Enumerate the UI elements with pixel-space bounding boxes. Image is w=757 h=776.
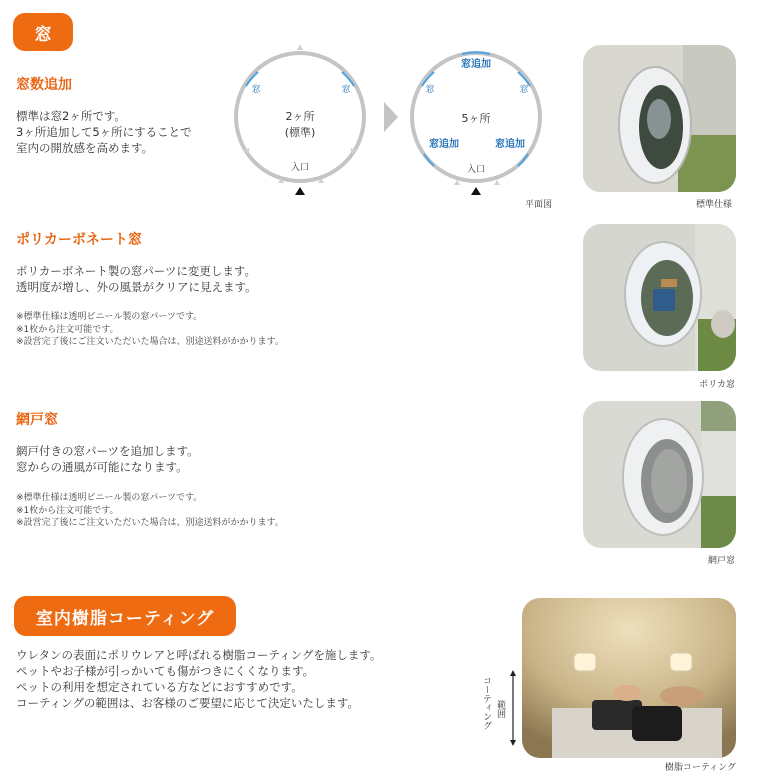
- floor-plan-diagram: [228, 40, 558, 210]
- resin-coating-illustration: [522, 598, 736, 758]
- screen-window-illustration: [583, 401, 736, 548]
- photo-polycarbonate-window: [583, 224, 736, 371]
- floor-plan-caption: 平面図: [524, 200, 552, 210]
- right-entrance-label: 入口: [466, 165, 486, 175]
- left-entrance-label: 入口: [290, 163, 310, 173]
- coating-range-label-2: 範囲: [495, 700, 505, 718]
- photo-screen-caption: 網戸窓: [707, 556, 735, 566]
- right-count-label: 5ヶ所: [461, 112, 491, 125]
- text-line: コーティングの範囲は、お客様のご要望に応じて決定いたします。: [16, 696, 359, 710]
- right-add-label-left: 窓追加: [429, 139, 459, 150]
- right-window-label-2: 窓: [519, 85, 529, 95]
- tick-mark: [297, 44, 303, 50]
- range-arrow-top-icon: [510, 670, 516, 676]
- standard-window-illustration: [583, 45, 736, 192]
- heading-window-add: 窓数追加: [16, 77, 72, 93]
- photo-standard-caption: 標準仕様: [695, 200, 732, 210]
- coating-description: [16, 647, 381, 711]
- screen-window-notes: [16, 492, 284, 530]
- right-add-label-right: 窓追加: [495, 139, 525, 150]
- text-line: 室内の開放感を高めます。: [16, 141, 154, 155]
- left-count-label: 2ヶ所: [285, 110, 315, 123]
- heading-screen-window: 網戸窓: [16, 412, 58, 428]
- left-window-label-2: 窓: [341, 85, 351, 95]
- text-line: ポリカーボネート製の窓パーツに変更します。: [16, 264, 257, 278]
- tick-mark: [494, 180, 500, 185]
- text-line: 窓からの通風が可能になります。: [16, 460, 188, 474]
- text-line: 網戸付きの窓パーツを追加します。: [16, 444, 199, 458]
- range-arrow-bottom-icon: [510, 740, 516, 746]
- note-line: ※設営完了後にご注文いただいた場合は、別途送料がかかります。: [16, 518, 284, 528]
- note-line: ※設営完了後にご注文いただいた場合は、別途送料がかかります。: [16, 337, 284, 347]
- left-entrance-arrow: [295, 187, 305, 195]
- note-line: ※標準仕様は透明ビニール製の窓パーツです。: [16, 493, 203, 503]
- polycarbonate-window-illustration: [583, 224, 736, 371]
- photo-polycarbonate-caption: ポリカ窓: [699, 380, 735, 390]
- text-line: ウレタンの表面にポリウレアと呼ばれる樹脂コーティングを施します。: [16, 648, 382, 662]
- photo-resin-coating: [522, 598, 736, 758]
- photo-screen-window: [583, 401, 736, 548]
- left-count-note: (標準): [284, 126, 316, 139]
- polycarbonate-notes: [16, 311, 284, 349]
- note-line: ※1枚から注文可能です。: [16, 505, 119, 516]
- text-line: 透明度が増し、外の風景がクリアに見えます。: [16, 280, 257, 294]
- window-add-description: [16, 108, 192, 156]
- right-window-label-1: 窓: [425, 85, 435, 95]
- section-tag-window: 窓: [13, 13, 73, 51]
- photo-standard-window: [583, 45, 736, 192]
- right-entrance-arrow: [471, 187, 481, 195]
- text-line: ペットやお子様が引っかいても傷がつきにくくなります。: [16, 664, 315, 678]
- range-label-1: コーティング: [481, 676, 491, 730]
- text-line: ペットの利用を想定されている方などにおすすめです。: [16, 680, 303, 694]
- text-line: 3ヶ所追加して5ヶ所にすることで: [16, 125, 192, 139]
- right-add-label-top: 窓追加: [461, 59, 491, 70]
- polycarbonate-description: [16, 263, 257, 295]
- left-window-label-1: 窓: [251, 85, 261, 95]
- section-tag-coating: 室内樹脂コーティング: [14, 596, 236, 636]
- screen-window-description: [16, 443, 199, 475]
- heading-polycarbonate: ポリカーボネート窓: [16, 232, 142, 248]
- coating-range-label: [480, 676, 491, 730]
- photo-coating-caption: 樹脂コーティング: [664, 763, 736, 773]
- note-line: ※1枚から注文可能です。: [16, 324, 119, 335]
- note-line: ※標準仕様は透明ビニール製の窓パーツです。: [16, 312, 203, 322]
- text-line: 標準は窓2ヶ所です。: [16, 109, 126, 123]
- transition-arrow-icon: [384, 102, 398, 132]
